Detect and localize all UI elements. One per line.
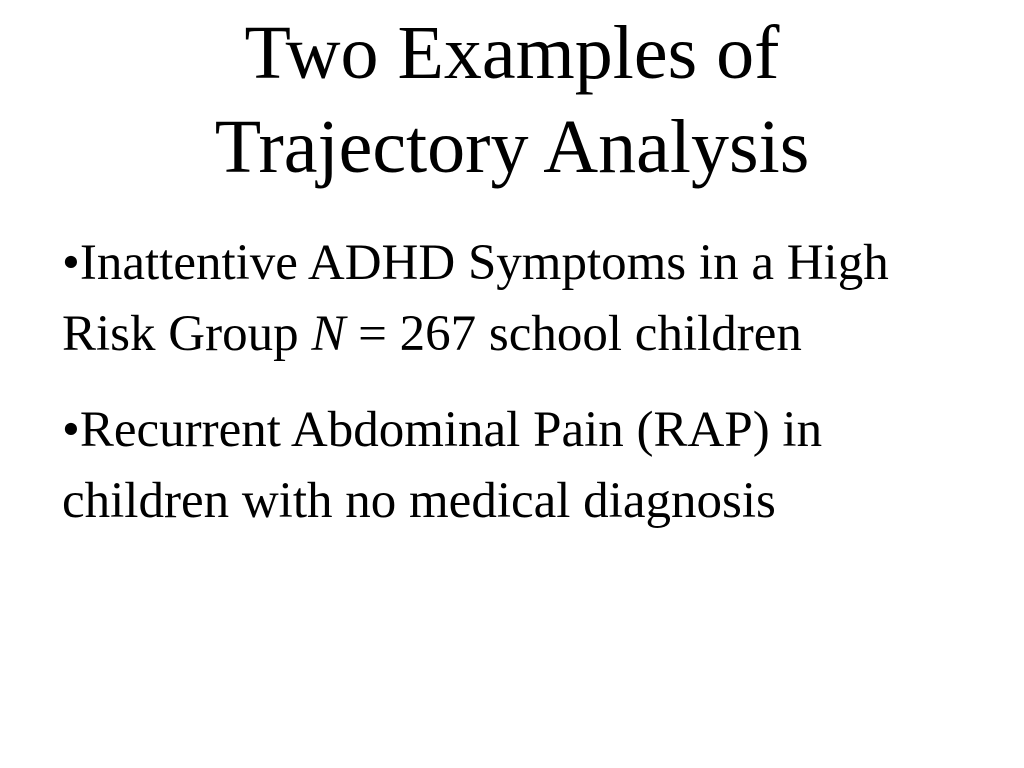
slide-title-line-1: Two Examples of bbox=[244, 11, 780, 95]
bullet-rap bbox=[62, 395, 962, 537]
bullet-adhd bbox=[62, 228, 962, 370]
sample-size-variable: N bbox=[311, 306, 346, 362]
slide-title-line-2: Trajectory Analysis bbox=[214, 105, 810, 189]
bullet-adhd-text-end: = 267 school children bbox=[345, 306, 802, 362]
bullet-marker: • bbox=[62, 402, 80, 458]
bullet-rap-text: Recurrent Abdominal Pain (RAP) in children with no medical diagnosis bbox=[62, 402, 823, 529]
bullet-marker: • bbox=[62, 235, 80, 291]
bullet-list bbox=[62, 228, 962, 562]
bullet-adhd-text-start: Inattentive ADHD Symptoms in a High Risk Group bbox=[62, 235, 889, 362]
slide-title bbox=[0, 6, 1024, 194]
